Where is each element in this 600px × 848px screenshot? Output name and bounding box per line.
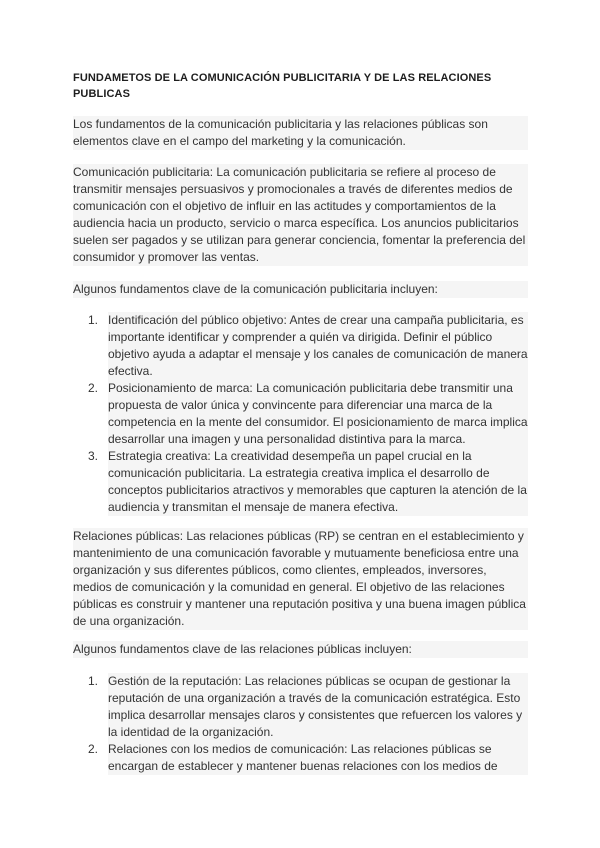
document-title: FUNDAMETOS DE LA COMUNICACIÓN PUBLICITARIA Y DE LAS RELACIONES PUBLICAS xyxy=(73,72,492,100)
list-item-text: Estrategia creativa: La creatividad desempeña un papel crucial en la comunicación publicitaria. La estrategia creativa implica el desarrollo de conceptos publicitarios atractivos y memorables que capturen la atención de la audiencia y transmitan el mensaje de manera efectiva. xyxy=(108,449,527,514)
intro-paragraph: Los fundamentos de la comunicación publicitaria y las relaciones públicas son elementos clave en el campo del marketing y la comunicación. xyxy=(73,116,528,150)
list-item-text: Relaciones con los medios de comunicación: Las relaciones públicas se encargan de establecer y mantener buenas relaciones con los medios de xyxy=(108,742,498,773)
list-item-number: 1. xyxy=(88,313,99,327)
list-item-number: 1. xyxy=(88,674,99,688)
pr-fundamentals-list xyxy=(88,673,528,775)
list-item xyxy=(88,673,528,741)
list-item xyxy=(88,448,528,516)
list-item-number: 2. xyxy=(88,742,99,756)
list-item-text: Identificación del público objetivo: Antes de crear una campaña publicitaria, es importante identificar y comprender a quién va dirigida. Definir el público objetivo ayuda a adaptar el mensaje y los canales de comunicación de manera efectiva. xyxy=(108,313,528,378)
list-item-text: Gestión de la reputación: Las relaciones públicas se ocupan de gestionar la reputación de una organización a través de la comunicación estratégica. Esto implica desarrollar mensajes claros y consistentes que refuercen los valores y la identidad de la organización. xyxy=(108,674,523,739)
list-item-text: Posicionamiento de marca: La comunicación publicitaria debe transmitir una propuesta de valor única y convincente para diferenciar una marca de la competencia en la mente del consumidor. El posicionamiento de marca implica desarrollar una imagen y una personalidad distintiva para la marca. xyxy=(108,381,528,446)
list-item xyxy=(88,380,528,448)
pr-list-intro: Algunos fundamentos clave de las relaciones públicas incluyen: xyxy=(73,641,528,658)
list-item xyxy=(88,312,528,380)
advertising-list-intro: Algunos fundamentos clave de la comunicación publicitaria incluyen: xyxy=(73,281,528,298)
list-item-number: 2. xyxy=(88,381,99,395)
list-item xyxy=(88,741,528,775)
pr-definition-paragraph: Relaciones públicas: Las relaciones públicas (RP) se centran en el establecimiento y mantenimiento de una comunicación favorable y mutuamente beneficiosa entre una organización y sus diferentes públicos, como clientes, empleados, inversores, medios de comunicación y la comunidad en general. El objetivo de las relaciones públicas es construir y mantener una reputación positiva y una buena imagen pública de una organización. xyxy=(73,528,528,630)
advertising-fundamentals-list xyxy=(88,312,528,516)
list-item-number: 3. xyxy=(88,449,99,463)
advertising-definition-paragraph: Comunicación publicitaria: La comunicación publicitaria se refiere al proceso de transmitir mensajes persuasivos y promocionales a través de diferentes medios de comunicación con el objetivo de influir en las actitudes y comportamientos de la audiencia hacia un producto, servicio o marca específica. Los anuncios publicitarios suelen ser pagados y se utilizan para generar conciencia, fomentar la preferencia del consumidor y promover las ventas. xyxy=(73,164,528,266)
